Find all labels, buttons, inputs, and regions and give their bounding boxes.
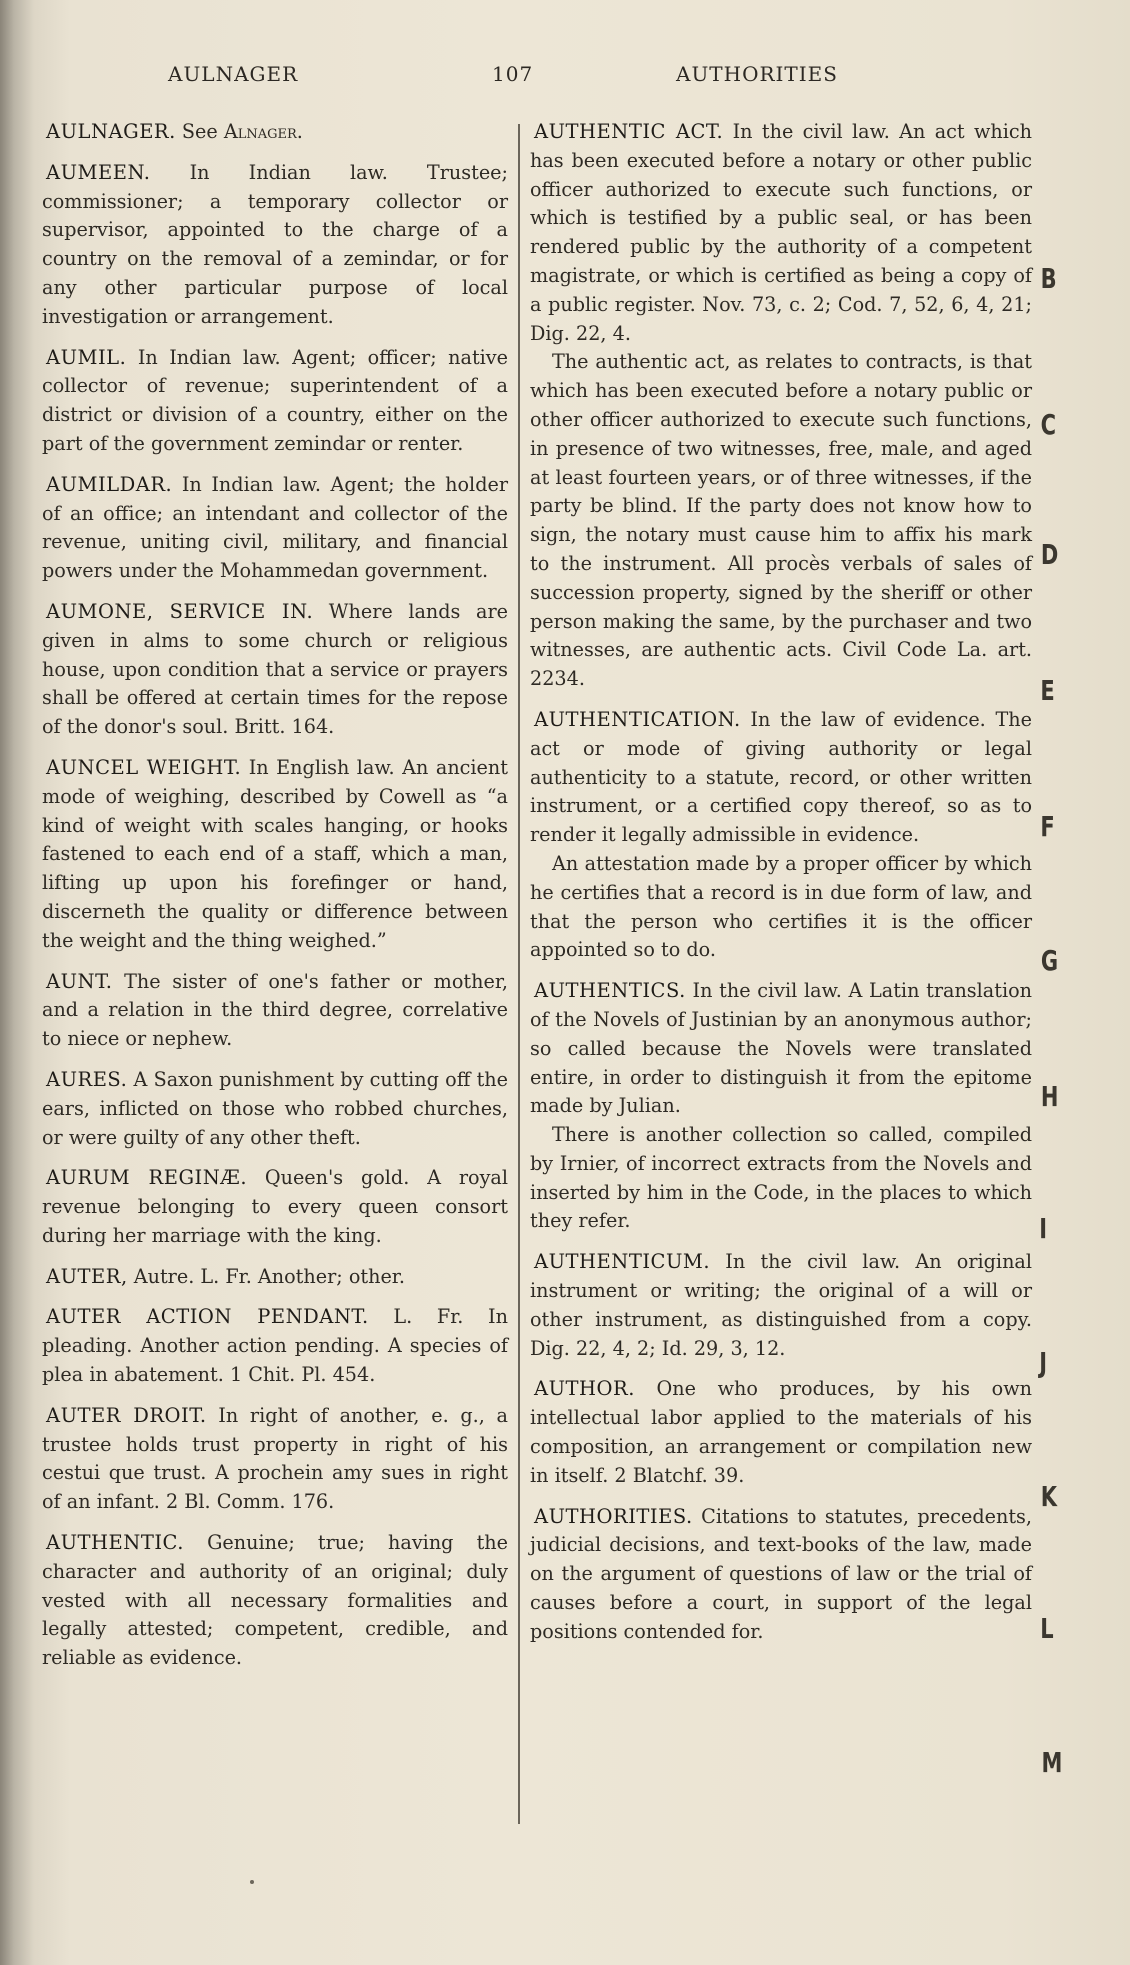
thumb-tab-e: E bbox=[1040, 674, 1055, 707]
entry-term: AUMONE, SERVICE IN. bbox=[46, 599, 314, 623]
dictionary-entry bbox=[42, 1529, 508, 1673]
thumb-tab-j: J bbox=[1039, 1346, 1048, 1379]
thumb-tab-k: K bbox=[1040, 1480, 1057, 1513]
entry-body: The sister of one's father or mother, and a relation in the third degree, correlative to niece or nephew. bbox=[42, 969, 508, 1051]
entry-body: In Indian law. Agent; officer; native collector of revenue; superintendent of a district or division of a country, either on the part of the government zemindar or renter. bbox=[42, 345, 508, 455]
thumb-tab-g: G bbox=[1040, 944, 1059, 977]
entry-continuation bbox=[530, 348, 1032, 694]
entry-term: AUTHENTIC ACT. bbox=[534, 120, 724, 143]
dictionary-entry bbox=[42, 159, 508, 332]
entry-term: AUMIL. bbox=[46, 345, 127, 369]
dictionary-entry bbox=[42, 1066, 508, 1152]
entry-term: AURES. bbox=[46, 1067, 128, 1091]
thumb-tab-l: L bbox=[1040, 1612, 1054, 1645]
entry-body: A Saxon punishment by cutting off the ears, inflicted on those who robbed churches, or were guilty of any other theft. bbox=[42, 1067, 508, 1149]
entry-body: In the civil law. An original instrument or writing; the original of a will or other instrument, as distinguished from a copy. Dig. 22, 4, 2; Id. 29, 3, 12. bbox=[530, 1250, 1032, 1360]
entry-continuation bbox=[530, 850, 1032, 965]
entry-term: AUNCEL WEIGHT. bbox=[46, 755, 242, 779]
dictionary-entry bbox=[530, 1503, 1032, 1647]
entry-body: One who produces, by his own intellectual labor applied to the materials of his composition, an arrangement or compilation new in itself. 2 Blatchf. 39. bbox=[530, 1377, 1032, 1487]
thumb-tab-i: I bbox=[1039, 1212, 1048, 1245]
entry-term: AUTHORITIES. bbox=[534, 1504, 693, 1528]
entry-body: An attestation made by a proper officer by which he certifies that a record is in due form of law, and that the person who certifies it is the officer appointed so to do. bbox=[530, 851, 1032, 962]
entry-term: AUTHENTICATION. bbox=[534, 707, 741, 731]
entry-body: Queen's gold. A royal revenue belonging to every queen consort during her marriage with the king. bbox=[42, 1166, 508, 1247]
entry-body: In the law of evidence. The act or mode of giving authority or legal authenticity to a statute, record, or other written instrument, or a certified copy thereof, so as to render it legally admissible in evidence. bbox=[530, 707, 1032, 847]
running-header bbox=[0, 62, 1130, 92]
dictionary-entry bbox=[42, 1164, 508, 1250]
entry-body: The authentic act, as relates to contracts, is that which has been executed before a notary public or other officer authorized to execute such functions, in presence of two witnesses, free, male, and aged at least fourteen years, or of three witnesses, if the party be blind. If the party does not know how to sign, the notary must cause him to affix his mark to the instrument. All procès verbals of sales of succession property, signed by the sheriff or other person making the same, by the purchaser and two witnesses, are authentic acts. Civil Code La. art. 2234. bbox=[530, 350, 1032, 691]
right-column bbox=[530, 118, 1032, 1659]
dictionary-entry bbox=[42, 754, 508, 956]
column-divider bbox=[518, 124, 520, 1824]
dictionary-entry bbox=[530, 706, 1032, 850]
dictionary-entry bbox=[530, 1375, 1032, 1490]
thumb-tab-b: B bbox=[1040, 262, 1057, 295]
entry-term: AUTHENTICUM. bbox=[534, 1250, 711, 1274]
thumb-tab-h: H bbox=[1040, 1080, 1059, 1113]
dictionary-entry bbox=[42, 344, 508, 459]
dictionary-entry bbox=[530, 977, 1032, 1121]
entry-body: In the civil law. An act which has been executed before a notary or other public officer authorized to execute such functions, or which is testified by a public seal, or has been rendered public by the authority of a competent magistrate, or which is certified as being a copy of a public register. Nov. 73, c. 2; Cod. 7, 52, 6, 4, 21; Dig. 22, 4. bbox=[530, 120, 1032, 345]
entry-body: See bbox=[175, 120, 224, 143]
entry-body: In Indian law. Trustee; commissioner; a temporary collector or supervisor, appointed to the charge of a country on the removal of a zemindar, or for any other particular purpose of local investigation or arrangement. bbox=[42, 160, 508, 328]
entry-term: AULNAGER. bbox=[46, 120, 176, 143]
thumb-tab-f: F bbox=[1040, 810, 1055, 843]
thumb-tab-m: M bbox=[1041, 1746, 1063, 1779]
entry-body: In the civil law. A Latin translation of the Novels of Justinian by an anonymous author; so called because the Novels were translated entire, in order to distinguish it from the epitome made by Julian. bbox=[530, 979, 1032, 1118]
dictionary-entry bbox=[42, 598, 508, 742]
ink-speck bbox=[250, 1880, 254, 1884]
entry-term: AUTER ACTION PENDANT. bbox=[46, 1305, 369, 1329]
dictionary-entry bbox=[42, 471, 508, 586]
entry-body: In Indian law. Agent; the holder of an office; an intendant and collector of the revenue, uniting civil, military, and financial powers under the Mohammedan government. bbox=[42, 472, 508, 583]
entry-term: AURUM REGINÆ. bbox=[46, 1166, 248, 1190]
entry-body: Autre. L. Fr. Another; other. bbox=[127, 1264, 405, 1288]
header-right-word: AUTHORITIES bbox=[676, 62, 838, 86]
entry-body: Where lands are given in alms to some church or religious house, upon condition that a service or prayers shall be offered at certain times for the repose of the donor's soul. Britt. 164. bbox=[42, 599, 508, 739]
dictionary-entry bbox=[42, 1402, 508, 1517]
dictionary-entry bbox=[42, 1263, 508, 1292]
entry-term: AUTHOR. bbox=[534, 1377, 635, 1401]
entry-continuation bbox=[530, 1121, 1032, 1236]
left-column bbox=[42, 118, 508, 1685]
thumb-tab-c: C bbox=[1040, 408, 1056, 441]
entry-body: Citations to statutes, precedents, judicial decisions, and text-books of the law, made on the argument of questions of law or the trial of causes before a court, in support of the legal positions contended for. bbox=[530, 1504, 1032, 1643]
dictionary-entry bbox=[42, 1303, 508, 1389]
entry-term: AUTHENTICS. bbox=[534, 979, 686, 1003]
entry-body: In English law. An ancient mode of weighing, described by Cowell as “a kind of weight with scales hanging, or hooks fastened to each end of a staff, which a man, lifting up upon his forefinger or hand, discerneth the quality or difference between the weight and the thing weighed.” bbox=[42, 755, 508, 952]
dictionary-entry bbox=[530, 1248, 1032, 1363]
entry-body: In right of another, e. g., a trustee holds trust property in right of his cestui que trust. A prochein amy sues in right of an infant. 2 Bl. Comm. 176. bbox=[42, 1403, 508, 1514]
entry-term: AUTHENTIC. bbox=[46, 1531, 184, 1555]
dictionary-entry bbox=[530, 118, 1032, 348]
entry-term: AUMILDAR. bbox=[46, 472, 173, 496]
entry-body: There is another collection so called, compiled by Irnier, of incorrect extracts from the Novels and inserted by him in the Code, in the places to which they refer. bbox=[530, 1123, 1032, 1233]
thumb-index bbox=[1038, 0, 1078, 1965]
entry-term: AUTER, bbox=[46, 1264, 128, 1288]
thumb-tab-d: D bbox=[1040, 538, 1059, 571]
dictionary-entry bbox=[42, 118, 508, 147]
entry-term: AUNT. bbox=[46, 969, 113, 993]
entry-body: Genuine; true; having the character and authority of an original; duly vested with all necessary formalities and legally attested; competent, credible, and reliable as evidence. bbox=[42, 1531, 508, 1670]
cross-reference: Alnager. bbox=[223, 120, 303, 143]
page-number: 107 bbox=[492, 62, 534, 86]
entry-term: AUTER DROIT. bbox=[46, 1403, 207, 1427]
entry-term: AUMEEN. bbox=[46, 160, 151, 184]
dictionary-entry bbox=[42, 968, 508, 1054]
header-left-word: AULNAGER bbox=[168, 62, 299, 86]
entry-body: L. Fr. In pleading. Another action pending. A species of plea in abatement. 1 Chit. Pl. 454. bbox=[42, 1305, 508, 1387]
